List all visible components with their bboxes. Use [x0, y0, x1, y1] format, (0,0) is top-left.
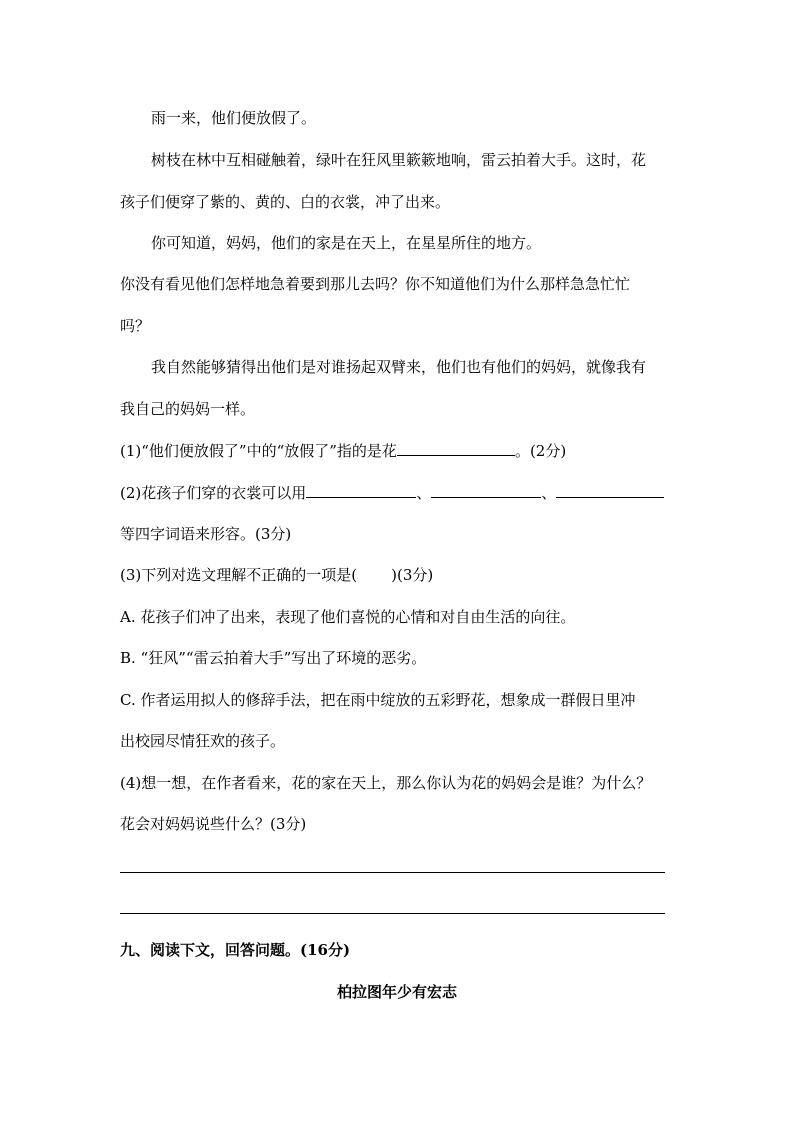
section-9-title: 柏拉图年少有宏志	[336, 983, 457, 1001]
question-1	[120, 440, 566, 461]
p2-line1: 树枝在林中互相碰触着，绿叶在狂风里簌簌地响，雷云拍着大手。这时，花	[151, 151, 647, 169]
question-2-blank-3[interactable]	[556, 482, 664, 498]
question-3-score: )(3分)	[391, 566, 434, 584]
option-c-line2: 出校园尽情狂欢的孩子。	[120, 732, 286, 750]
question-1-text: (1)“他们便放假了”中的“放假了”指的是花	[120, 442, 397, 460]
option-b: B. “狂风”“雷云拍着大手”写出了环境的恶劣。	[120, 649, 427, 667]
question-2-line2: 等四字词语来形容。(3分)	[120, 525, 292, 543]
answer-line-2[interactable]	[120, 913, 665, 914]
question-2-separator-1: 、	[416, 484, 432, 502]
question-4-line1: (4)想一想，在作者看来，花的家在天上，那么你认为花的妈妈会是谁？为什么？	[120, 774, 652, 792]
p4-line2: 吗？	[120, 317, 151, 335]
question-3	[120, 565, 433, 585]
question-4-line2: 花会对妈妈说些什么？(3分)	[120, 815, 307, 833]
p5-line1: 我自然能够猜得出他们是对谁扬起双臂来，他们也有他们的妈妈，就像我有	[151, 358, 647, 376]
p5-line2: 我自己的妈妈一样。	[120, 400, 256, 418]
question-3-text: (3)下列对选文理解不正确的一项是(	[120, 566, 358, 584]
section-9-heading: 九、阅读下文，回答问题。(16分)	[120, 941, 351, 959]
option-c-line1: C. 作者运用拟人的修辞手法，把在雨中绽放的五彩野花，想象成一群假日里冲	[120, 691, 636, 709]
question-2-text: (2)花孩子们穿的衣裳可以用	[120, 484, 307, 502]
question-2-separator-2: 、	[541, 484, 557, 502]
question-2-blank-1[interactable]	[306, 482, 416, 498]
p3: 你可知道，妈妈，他们的家是在天上，在星星所住的地方。	[151, 234, 542, 252]
question-1-blank[interactable]	[397, 440, 515, 456]
p4-line1: 你没有看见他们怎样地急着要到那儿去吗？你不知道他们为什么那样急急忙忙	[120, 275, 631, 293]
question-1-score: 。(2分)	[514, 442, 567, 460]
p2-line2: 孩子们便穿了紫的、黄的、白的衣裳，冲了出来。	[120, 193, 451, 211]
p1: 雨一来，他们便放假了。	[151, 109, 317, 127]
answer-line-1[interactable]	[120, 872, 665, 873]
question-2	[120, 482, 664, 503]
option-a: A. 花孩子们冲了出来，表现了他们喜悦的心情和对自由生活的向往。	[120, 608, 576, 626]
question-2-blank-2[interactable]	[431, 482, 541, 498]
